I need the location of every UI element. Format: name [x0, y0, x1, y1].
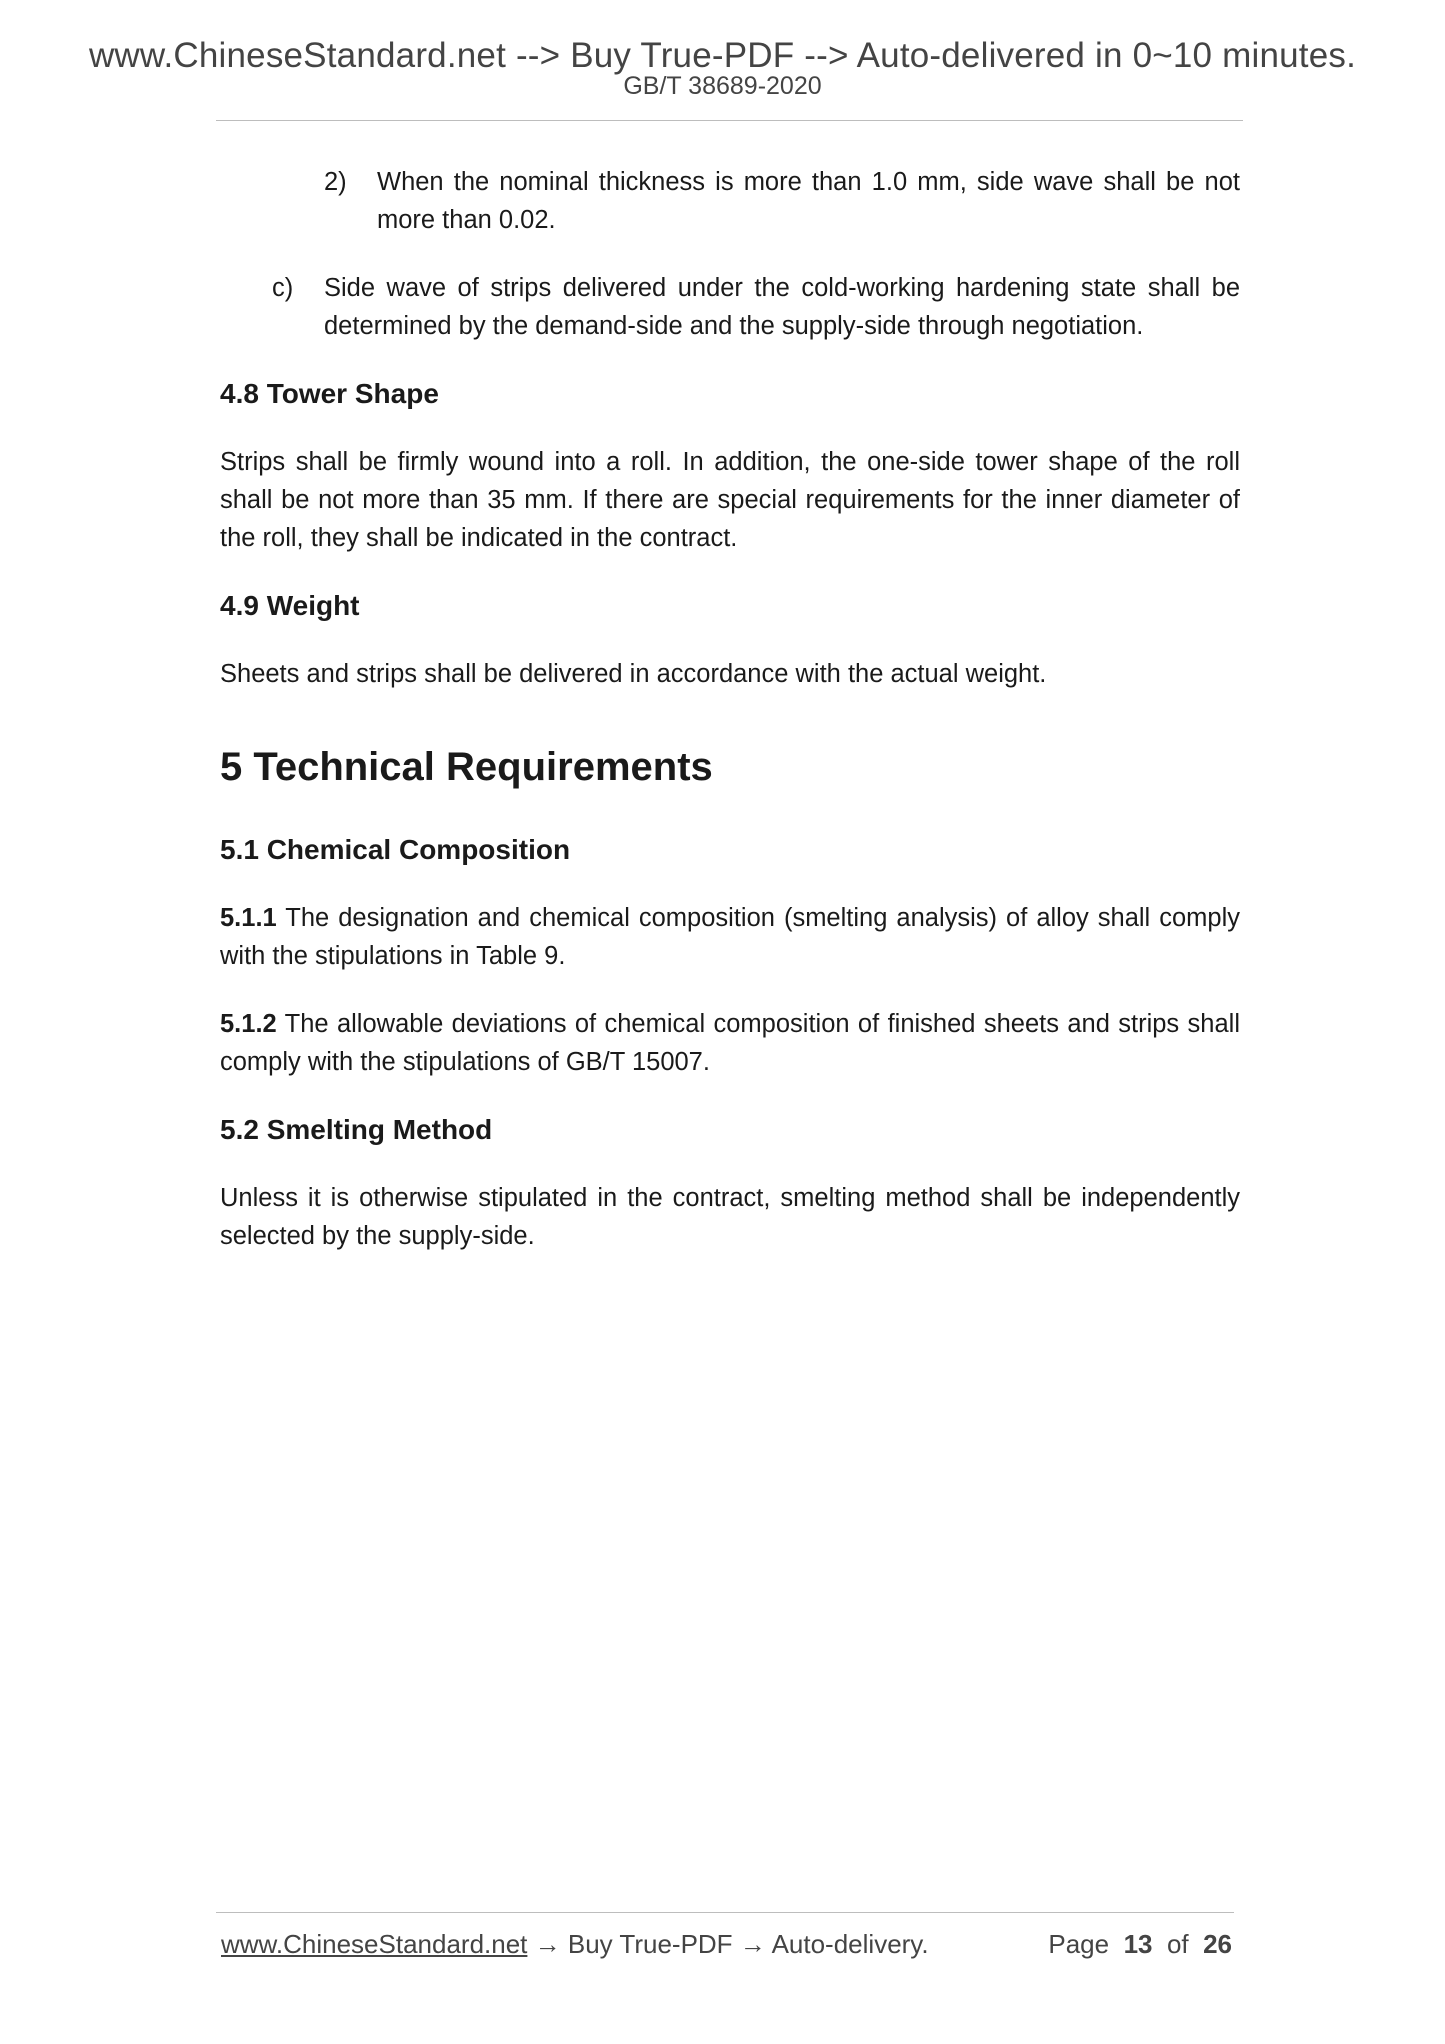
footer-site-link[interactable]: www.ChineseStandard.net — [221, 1929, 528, 1959]
heading-4-9: 4.9 Weight — [220, 590, 360, 621]
list-marker: 2) — [324, 168, 347, 196]
page-of-label: of — [1166, 1929, 1189, 1959]
heading-5: 5 Technical Requirements — [220, 745, 713, 789]
clause-number: 5.1.1 — [220, 904, 277, 932]
clause-5-1-2 — [220, 1005, 1240, 1081]
paragraph-weight: Sheets and strips shall be delivered in accordance with the actual weight. — [220, 660, 1047, 688]
heading-5-1: 5.1 Chemical Composition — [220, 834, 571, 865]
clause-5-1-1 — [220, 899, 1240, 975]
list-item-2 — [220, 163, 1240, 239]
page-label: Page — [1048, 1929, 1110, 1959]
heading-5-2: 5.2 Smelting Method — [220, 1114, 493, 1145]
standard-code: GB/T 38689-2020 — [623, 72, 822, 100]
clause-number: 5.1.2 — [220, 1010, 277, 1038]
header-divider — [216, 120, 1243, 121]
list-marker: c) — [272, 274, 294, 302]
footer-promo-text: → Buy True-PDF → Auto-delivery. — [527, 1929, 929, 1959]
footer-divider — [216, 1912, 1234, 1913]
page-current: 13 — [1123, 1929, 1153, 1959]
paragraph-smelting-method: Unless it is otherwise stipulated in the contract, smelting method shall be independently selected by the supply-side. — [220, 1184, 1240, 1250]
list-item-text: Side wave of strips delivered under the cold-working hardening state shall be determined by the demand-side and the supply-side through negotiation. — [324, 274, 1240, 340]
page-total: 26 — [1203, 1929, 1232, 1959]
clause-text: The designation and chemical composition (smelting analysis) of alloy shall comply with the stipulations in Table 9. — [220, 904, 1241, 970]
list-item-c — [220, 269, 1240, 345]
clause-text: The allowable deviations of chemical composition of finished sheets and strips shall comply with the stipulations of GB/T 15007. — [220, 1010, 1241, 1076]
paragraph-tower-shape: Strips shall be firmly wound into a roll. In addition, the one-side tower shape of the roll shall be not more than 35 mm. If there are special requirements for the inner diameter of the roll, they shall be indicated in the contract. — [220, 448, 1240, 552]
list-item-text: When the nominal thickness is more than 1.0 mm, side wave shall be not more than 0.02. — [377, 168, 1240, 234]
footer-promo — [221, 1929, 929, 1960]
site-banner: www.ChineseStandard.net --> Buy True-PDF --> Auto-delivered in 0~10 minutes. — [88, 36, 1357, 75]
document-body — [220, 163, 1240, 1285]
page-number — [1048, 1929, 1232, 1960]
heading-4-8: 4.8 Tower Shape — [220, 378, 439, 409]
